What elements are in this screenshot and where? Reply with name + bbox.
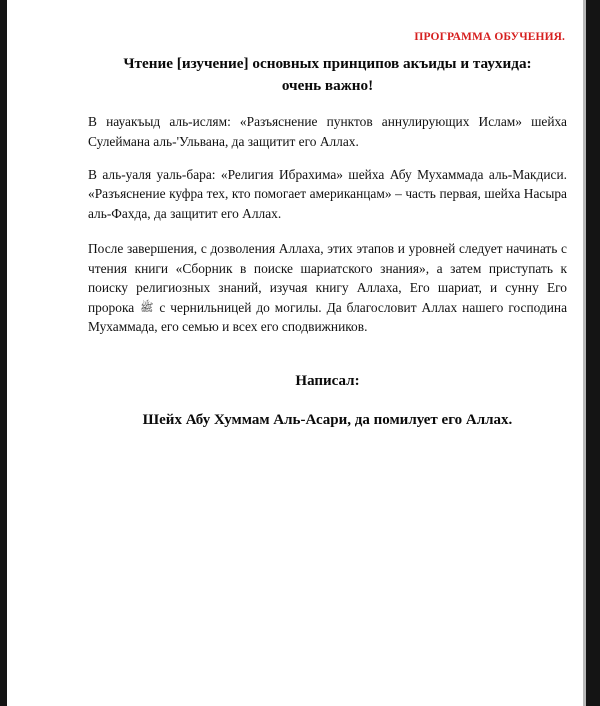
paragraph-conclusion-head: После завершения, с дозволения Аллаха, этих этапов и уровней следует начинать с чтения книги «Сборник в поиске шариатского знания», а затем приступать к поиску религиозных знаний, изучая книгу Аллаха, Его шариат, и сунну Его пророка: [88, 241, 567, 315]
author-name: Шейх Абу Хуммам Аль-Асари, да помилует его Аллах.: [142, 411, 513, 428]
paragraph-al-wala-wal-bara: В аль-уаля уаль-бара: «Религия Ибрахима» шейха Абу Мухаммада аль-Макдиси. «Разъяснение куфра тех, кто помогает американцам» – часть первая, шейха Насыра аль-Фахда, да защитит его Аллах.: [88, 167, 567, 221]
document-content-column: [88, 0, 567, 429]
program-header-note: ПРОГРАММА ОБУЧЕНИЯ.: [414, 31, 565, 43]
document-page: [7, 0, 583, 706]
written-by-label: Написал:: [295, 372, 360, 389]
paragraph-nawaqid-al-islam: В науакъыд аль-ислям: «Разъяснение пунктов аннулирующих Ислам» шейха Сулеймана аль-'Ульвана, да защитит его Аллах.: [88, 114, 567, 149]
paragraph-conclusion: [88, 239, 567, 336]
viewer-right-edge-bar: [586, 0, 600, 706]
page-title-line-1: Чтение [изучение] основных принципов акъиды и таухида:: [123, 55, 532, 72]
signature-block: [88, 373, 567, 429]
page-title: [88, 53, 567, 96]
viewer-left-edge-bar: [0, 0, 7, 706]
paragraph-conclusion-tail: с чернильницей до могилы. Да благословит Аллах нашего господина Мухаммада, его семью и всех его сподвижников.: [88, 299, 568, 335]
salla-allahu-alayhi-wa-sallam-icon: ﷺ: [140, 301, 154, 314]
page-title-line-2: очень важно!: [281, 76, 374, 94]
